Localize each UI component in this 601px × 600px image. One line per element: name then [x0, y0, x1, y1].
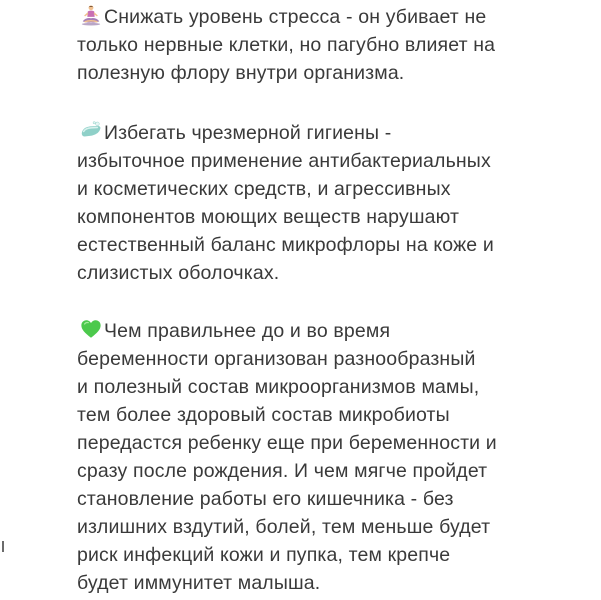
paragraph-line: передастся ребенку еще при беременности и [77, 432, 497, 454]
paragraph-line: полезную флору внутри организма. [77, 62, 405, 84]
paragraph-line: компонентов моющих веществ нарушают [77, 206, 460, 228]
paragraph-line: и косметических средств, и агрессивных [77, 178, 451, 200]
paragraph-line: Избегать чрезмерной гигиены - [104, 122, 392, 144]
soap-icon [80, 120, 102, 142]
paragraph-line: сразу после рождения. И чем мягче пройдет [77, 460, 488, 482]
paragraph-line: только нервные клетки, но пагубно влияет на [77, 34, 496, 56]
paragraph-line: Снижать уровень стресса - он убивает не [104, 6, 487, 28]
paragraph-line: тем более здоровый состав микробиоты [77, 404, 450, 426]
paragraph-line: риск инфекций кожи и пупка, тем крепче [77, 544, 451, 566]
paragraph-line: естественный баланс микрофлоры на коже и [77, 234, 494, 256]
green-heart-icon [80, 318, 102, 340]
paragraph-line: излишних вздутий, болей, тем меньше будет [77, 516, 491, 538]
edge-mark [2, 541, 4, 552]
paragraph-line: избыточное применение антибактериальных [77, 150, 491, 172]
paragraph-line: беременности организован разнообразный [77, 348, 476, 370]
paragraph-line: становление работы его кишечника - без [77, 488, 454, 510]
lotus-meditation-icon [80, 4, 102, 26]
paragraph-line: Чем правильнее до и во время [104, 320, 391, 342]
paragraph-line: будет иммунитет малыша. [77, 572, 321, 594]
paragraph-line: и полезный состав микроорганизмов мамы, [77, 376, 480, 398]
paragraph-line: слизистых оболочках. [77, 262, 280, 284]
